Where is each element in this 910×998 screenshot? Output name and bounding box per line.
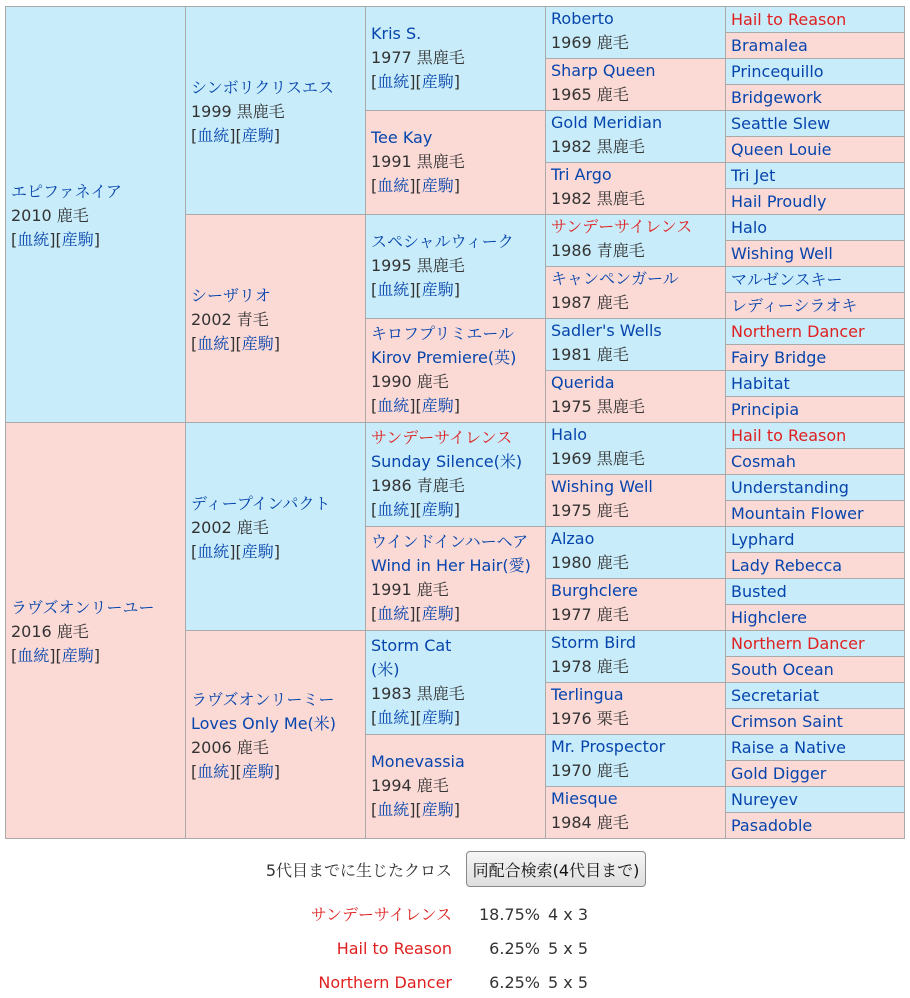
offspring-link[interactable]: 産駒 bbox=[421, 175, 454, 195]
cross-horse-link[interactable]: Hail to Reason bbox=[336, 939, 452, 958]
pedigree-link[interactable]: 血統 bbox=[377, 707, 410, 727]
pedigree-link[interactable]: 血統 bbox=[197, 761, 230, 781]
pedigree-cell-gen5 bbox=[725, 84, 905, 111]
cross-header bbox=[0, 850, 910, 888]
horse-name-link[interactable]: Cosmah bbox=[731, 451, 796, 471]
offspring-link[interactable]: 産駒 bbox=[421, 395, 454, 415]
pedigree-cell-gen5 bbox=[725, 760, 905, 787]
pedigree-link[interactable]: 血統 bbox=[377, 71, 410, 91]
pedigree-cell-gen5 bbox=[725, 344, 905, 371]
horse-info: 2006 鹿毛 bbox=[191, 737, 269, 757]
pedigree-cell-gen5 bbox=[725, 604, 905, 631]
cross-horse-link[interactable]: サンデーサイレンス bbox=[310, 905, 452, 924]
pedigree-cell-gen4 bbox=[545, 526, 726, 579]
pedigree-link[interactable]: 血統 bbox=[377, 799, 410, 819]
horse-info: 1976 栗毛 bbox=[551, 709, 629, 728]
horse-name-link[interactable]: Mountain Flower bbox=[731, 503, 864, 523]
horse-info: 1975 鹿毛 bbox=[551, 501, 629, 520]
horse-alt-name[interactable]: (米) bbox=[371, 659, 400, 679]
cross-generation: 4 x 3 bbox=[548, 905, 588, 924]
pedigree-cell-gen5 bbox=[725, 708, 905, 735]
horse-links: [血統][産駒] bbox=[371, 279, 461, 299]
horse-name-link[interactable]: Sadler's Wells bbox=[551, 321, 662, 340]
pedigree-cell-gen5 bbox=[725, 292, 905, 319]
horse-info: 1999 黒鹿毛 bbox=[191, 101, 285, 121]
pedigree-link[interactable]: 血統 bbox=[377, 603, 410, 623]
horse-info: 1986 青鹿毛 bbox=[551, 241, 645, 260]
horse-links: [血統][産駒] bbox=[371, 71, 461, 91]
horse-info: 1991 黒鹿毛 bbox=[371, 151, 465, 171]
offspring-link[interactable]: 産駒 bbox=[241, 541, 274, 561]
horse-name-link[interactable]: Gold Digger bbox=[731, 763, 827, 783]
pedigree-cell-gen4 bbox=[545, 370, 726, 423]
horse-name-link[interactable]: Habitat bbox=[731, 373, 790, 393]
pedigree-cell-gen5 bbox=[725, 422, 905, 449]
pedigree-cell-gen4 bbox=[545, 6, 726, 59]
pedigree-cell-gen5 bbox=[725, 630, 905, 657]
horse-info: 1975 黒鹿毛 bbox=[551, 397, 645, 416]
horse-links: [血統][産駒] bbox=[371, 603, 461, 623]
pedigree-cell-gen4 bbox=[545, 682, 726, 735]
pedigree-cell-gen5 bbox=[725, 786, 905, 813]
horse-name-link[interactable]: Hail to Reason bbox=[731, 9, 847, 29]
horse-name-link[interactable]: Princequillo bbox=[731, 61, 824, 81]
pedigree-cell-gen5 bbox=[725, 396, 905, 423]
pedigree-cell-gen1 bbox=[5, 422, 186, 839]
pedigree-link[interactable]: 血統 bbox=[377, 175, 410, 195]
horse-links: [血統][産駒] bbox=[11, 645, 101, 665]
horse-name-link[interactable]: Wishing Well bbox=[551, 477, 653, 496]
pedigree-cell-gen5 bbox=[725, 448, 905, 475]
pedigree-cell-gen4 bbox=[545, 318, 726, 371]
horse-name-link[interactable]: Busted bbox=[731, 581, 787, 601]
horse-name-link[interactable]: Halo bbox=[731, 217, 768, 237]
pedigree-cell-gen5 bbox=[725, 734, 905, 761]
pedigree-cell-gen5 bbox=[725, 656, 905, 683]
pedigree-cell-gen4 bbox=[545, 630, 726, 683]
pedigree-link[interactable]: 血統 bbox=[197, 541, 230, 561]
horse-name-link[interactable]: Wishing Well bbox=[731, 243, 833, 263]
pedigree-cell-gen5 bbox=[725, 474, 905, 501]
horse-name-link[interactable]: サンデーサイレンス bbox=[551, 217, 693, 236]
pedigree-cell-gen3 bbox=[365, 6, 546, 111]
horse-name-link[interactable]: Seattle Slew bbox=[731, 113, 831, 133]
horse-info: 2002 鹿毛 bbox=[191, 517, 269, 537]
pedigree-cell-gen4 bbox=[545, 786, 726, 839]
horse-name-link[interactable]: キロフプリミエール bbox=[371, 323, 515, 343]
horse-info: 1984 鹿毛 bbox=[551, 813, 629, 832]
pedigree-cell-gen4 bbox=[545, 58, 726, 111]
horse-name-link[interactable]: Gold Meridian bbox=[551, 113, 663, 132]
pedigree-link[interactable]: 血統 bbox=[377, 499, 410, 519]
pedigree-cell-gen3 bbox=[365, 214, 546, 319]
pedigree-cell-gen3 bbox=[365, 734, 546, 839]
horse-name-link[interactable]: Tri Argo bbox=[551, 165, 612, 184]
horse-name-link[interactable]: キャンペンガール bbox=[551, 269, 679, 288]
horse-links: [血統][産駒] bbox=[371, 395, 461, 415]
pedigree-cell-gen4 bbox=[545, 162, 726, 215]
horse-name-link[interactable]: ディープインパクト bbox=[191, 493, 331, 513]
horse-name-link[interactable]: Bramalea bbox=[731, 35, 808, 55]
horse-name-link[interactable]: Northern Dancer bbox=[731, 633, 865, 653]
horse-info: 1977 黒鹿毛 bbox=[371, 47, 465, 67]
pedigree-cell-gen4 bbox=[545, 578, 726, 631]
cross-percent: 6.25% bbox=[489, 973, 540, 992]
horse-name-link[interactable]: Queen Louie bbox=[731, 139, 832, 159]
pedigree-cell-gen3 bbox=[365, 630, 546, 735]
horse-name-link[interactable]: Crimson Saint bbox=[731, 711, 843, 731]
offspring-link[interactable]: 産駒 bbox=[241, 761, 274, 781]
horse-info: 1980 鹿毛 bbox=[551, 553, 629, 572]
horse-name-link[interactable]: Lyphard bbox=[731, 529, 795, 549]
horse-links: [血統][産駒] bbox=[191, 761, 281, 781]
horse-alt-name[interactable]: Wind in Her Hair(愛) bbox=[371, 555, 531, 575]
pedigree-cell-gen5 bbox=[725, 370, 905, 397]
horse-info: 2010 鹿毛 bbox=[11, 205, 89, 225]
horse-info: 1986 青鹿毛 bbox=[371, 475, 465, 495]
horse-links: [血統][産駒] bbox=[11, 229, 101, 249]
horse-name-link[interactable]: Roberto bbox=[551, 9, 614, 28]
horse-links: [血統][産駒] bbox=[191, 541, 281, 561]
horse-name-link[interactable]: Secretariat bbox=[731, 685, 820, 705]
pedigree-cell-gen4 bbox=[545, 422, 726, 475]
cross-row bbox=[0, 971, 910, 995]
same-mating-search-button[interactable]: 同配合検索(4代目まで) bbox=[466, 851, 646, 887]
pedigree-cell-gen5 bbox=[725, 682, 905, 709]
pedigree-cell-gen5 bbox=[725, 136, 905, 163]
cross-row bbox=[0, 937, 910, 961]
pedigree-cell-gen3 bbox=[365, 110, 546, 215]
pedigree-link[interactable]: 血統 bbox=[377, 279, 410, 299]
offspring-link[interactable]: 産駒 bbox=[421, 279, 454, 299]
pedigree-cell-gen5 bbox=[725, 58, 905, 85]
horse-name-link[interactable]: Pasadoble bbox=[731, 815, 813, 835]
horse-name-link[interactable]: Nureyev bbox=[731, 789, 798, 809]
horse-links: [血統][産駒] bbox=[371, 707, 461, 727]
pedigree-cell-gen5 bbox=[725, 6, 905, 33]
horse-info: 1969 黒鹿毛 bbox=[551, 449, 645, 468]
horse-info: 1982 黒鹿毛 bbox=[551, 189, 645, 208]
horse-name-link[interactable]: Highclere bbox=[731, 607, 807, 627]
horse-alt-name[interactable]: Kirov Premiere(英) bbox=[371, 347, 517, 367]
horse-name-link[interactable]: Terlingua bbox=[551, 685, 624, 704]
horse-links: [血統][産駒] bbox=[191, 333, 281, 353]
pedigree-cell-gen5 bbox=[725, 500, 905, 527]
horse-name-link[interactable]: シンボリクリスエス bbox=[191, 77, 334, 97]
offspring-link[interactable]: 産駒 bbox=[241, 333, 274, 353]
offspring-link[interactable]: 産駒 bbox=[241, 125, 274, 145]
horse-name-link[interactable]: Northern Dancer bbox=[731, 321, 865, 341]
horse-name-link[interactable]: Tri Jet bbox=[731, 165, 776, 185]
horse-alt-name[interactable]: Sunday Silence(米) bbox=[371, 451, 523, 471]
horse-name-link[interactable]: ラヴズオンリーユー bbox=[11, 597, 155, 617]
pedigree-table bbox=[5, 6, 905, 838]
horse-name-link[interactable]: Mr. Prospector bbox=[551, 737, 666, 756]
pedigree-cell-gen3 bbox=[365, 318, 546, 423]
pedigree-cell-gen4 bbox=[545, 214, 726, 267]
offspring-link[interactable]: 産駒 bbox=[421, 707, 454, 727]
pedigree-link[interactable]: 血統 bbox=[17, 645, 50, 665]
horse-name-link[interactable]: ウインドインハーヘア bbox=[371, 531, 529, 551]
horse-name-link[interactable]: レディーシラオキ bbox=[731, 295, 858, 315]
pedigree-cell-gen5 bbox=[725, 526, 905, 553]
horse-info: 1969 鹿毛 bbox=[551, 33, 629, 52]
offspring-link[interactable]: 産駒 bbox=[421, 799, 454, 819]
horse-info: 1995 黒鹿毛 bbox=[371, 255, 465, 275]
cross-percent: 18.75% bbox=[478, 905, 540, 924]
horse-name-link[interactable]: Bridgework bbox=[731, 87, 822, 107]
pedigree-cell-gen3 bbox=[365, 422, 546, 527]
horse-name-link[interactable]: スペシャルウィーク bbox=[371, 231, 514, 251]
pedigree-cell-gen5 bbox=[725, 188, 905, 215]
horse-name-link[interactable]: Hail to Reason bbox=[731, 425, 847, 445]
cross-label: 5代目までに生じたクロス bbox=[265, 861, 452, 880]
horse-name-link[interactable]: Miesque bbox=[551, 789, 618, 808]
pedigree-cell-gen4 bbox=[545, 266, 726, 319]
pedigree-cell-gen5 bbox=[725, 110, 905, 137]
pedigree-cell-gen4 bbox=[545, 110, 726, 163]
pedigree-cell-gen5 bbox=[725, 266, 905, 293]
offspring-link[interactable]: 産駒 bbox=[421, 499, 454, 519]
horse-name-link[interactable]: マルゼンスキー bbox=[731, 269, 843, 289]
horse-info: 1983 黒鹿毛 bbox=[371, 683, 465, 703]
horse-name-link[interactable]: Querida bbox=[551, 373, 615, 392]
horse-links: [血統][産駒] bbox=[371, 499, 461, 519]
cross-percent: 6.25% bbox=[489, 939, 540, 958]
horse-info: 1978 鹿毛 bbox=[551, 657, 629, 676]
horse-links: [血統][産駒] bbox=[191, 125, 281, 145]
horse-name-link[interactable]: Raise a Native bbox=[731, 737, 846, 757]
horse-name-link[interactable]: シーザリオ bbox=[191, 285, 271, 305]
horse-name-link[interactable]: Understanding bbox=[731, 477, 849, 497]
pedigree-cell-gen5 bbox=[725, 812, 905, 839]
horse-info: 1994 鹿毛 bbox=[371, 775, 449, 795]
cross-horse-link[interactable]: Northern Dancer bbox=[318, 973, 452, 992]
horse-name-link[interactable]: エピファネイア bbox=[11, 181, 122, 201]
horse-name-link[interactable]: Storm Bird bbox=[551, 633, 637, 652]
pedigree-cell-gen5 bbox=[725, 32, 905, 59]
horse-info: 2002 青毛 bbox=[191, 309, 269, 329]
horse-name-link[interactable]: サンデーサイレンス bbox=[371, 427, 513, 447]
cross-row bbox=[0, 903, 910, 927]
horse-name-link[interactable]: Sharp Queen bbox=[551, 61, 656, 80]
pedigree-cell-gen5 bbox=[725, 552, 905, 579]
horse-info: 1990 鹿毛 bbox=[371, 371, 449, 391]
horse-links: [血統][産駒] bbox=[371, 175, 461, 195]
pedigree-cell-gen2 bbox=[185, 6, 366, 215]
horse-info: 2016 鹿毛 bbox=[11, 621, 89, 641]
pedigree-link[interactable]: 血統 bbox=[197, 333, 230, 353]
horse-name-link[interactable]: South Ocean bbox=[731, 659, 834, 679]
pedigree-link[interactable]: 血統 bbox=[17, 229, 50, 249]
pedigree-cell-gen5 bbox=[725, 240, 905, 267]
horse-name-link[interactable]: Alzao bbox=[551, 529, 595, 548]
offspring-link[interactable]: 産駒 bbox=[421, 71, 454, 91]
pedigree-cell-gen5 bbox=[725, 162, 905, 189]
offspring-link[interactable]: 産駒 bbox=[61, 229, 94, 249]
horse-info: 1987 鹿毛 bbox=[551, 293, 629, 312]
horse-info: 1991 鹿毛 bbox=[371, 579, 449, 599]
pedigree-cell-gen4 bbox=[545, 474, 726, 527]
pedigree-link[interactable]: 血統 bbox=[377, 395, 410, 415]
horse-name-link[interactable]: Burghclere bbox=[551, 581, 638, 600]
offspring-link[interactable]: 産駒 bbox=[61, 645, 94, 665]
horse-name-link[interactable]: Storm Cat bbox=[371, 635, 452, 655]
horse-alt-name[interactable]: Loves Only Me(米) bbox=[191, 713, 337, 733]
horse-name-link[interactable]: Monevassia bbox=[371, 751, 465, 771]
horse-name-link[interactable]: Halo bbox=[551, 425, 588, 444]
offspring-link[interactable]: 産駒 bbox=[421, 603, 454, 623]
horse-name-link[interactable]: Kris S. bbox=[371, 23, 422, 43]
horse-info: 1982 黒鹿毛 bbox=[551, 137, 645, 156]
pedigree-cell-gen5 bbox=[725, 318, 905, 345]
horse-info: 1977 鹿毛 bbox=[551, 605, 629, 624]
pedigree-cell-gen2 bbox=[185, 214, 366, 423]
horse-name-link[interactable]: ラヴズオンリーミー bbox=[191, 689, 335, 709]
horse-info: 1981 鹿毛 bbox=[551, 345, 629, 364]
horse-name-link[interactable]: Fairy Bridge bbox=[731, 347, 827, 367]
horse-name-link[interactable]: Lady Rebecca bbox=[731, 555, 843, 575]
pedigree-cell-gen1 bbox=[5, 6, 186, 423]
horse-info: 1965 鹿毛 bbox=[551, 85, 629, 104]
pedigree-cell-gen5 bbox=[725, 214, 905, 241]
pedigree-cell-gen3 bbox=[365, 526, 546, 631]
pedigree-cell-gen2 bbox=[185, 630, 366, 839]
pedigree-link[interactable]: 血統 bbox=[197, 125, 230, 145]
pedigree-cell-gen4 bbox=[545, 734, 726, 787]
cross-generation: 5 x 5 bbox=[548, 973, 588, 992]
horse-name-link[interactable]: Tee Kay bbox=[371, 127, 433, 147]
pedigree-cell-gen2 bbox=[185, 422, 366, 631]
horse-links: [血統][産駒] bbox=[371, 799, 461, 819]
horse-name-link[interactable]: Hail Proudly bbox=[731, 191, 827, 211]
cross-generation: 5 x 5 bbox=[548, 939, 588, 958]
horse-info: 1970 鹿毛 bbox=[551, 761, 629, 780]
horse-name-link[interactable]: Principia bbox=[731, 399, 800, 419]
pedigree-cell-gen5 bbox=[725, 578, 905, 605]
